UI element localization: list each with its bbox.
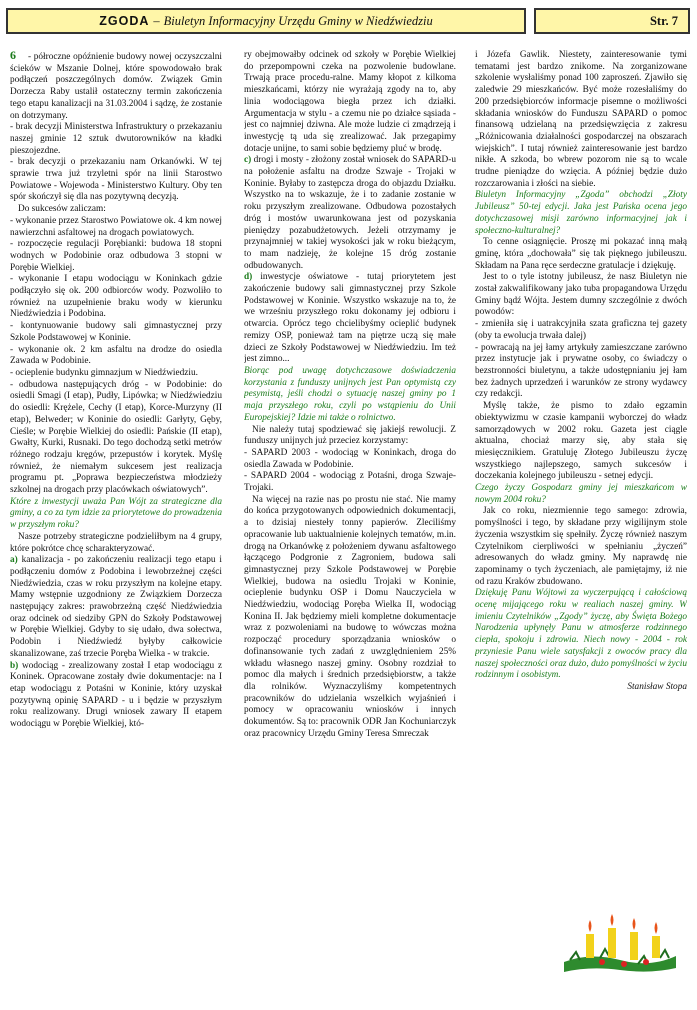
col3-paragraph: [475, 343, 687, 402]
paragraph-text: Nasze potrzeby strategiczne podzieliłbym na 4 grupy, które pokrótce chcę scharakteryzować.: [10, 531, 222, 554]
paragraph-text: Jest to o tyle istotny jubileusz, że nasz Biuletyn nie został zakwalifikowany jako tuba propagandowa Urzędu Gminy bądź Wójta. Jestem dumny szczególnie z dwóch powodów:: [475, 272, 687, 318]
paragraph-text: wodociąg - zrealizowany został I etap wodociągu z Koninek. Opracowane zostały dwie dokumentacje: na I etap wodociągu z Potaśni w Koninie, który uzyskał pozytywną opinię SAPARD - u i będzie w przyszłym roku realizowany. Drugi wniosek zawary II etapem wodociągu w Porębie Wielkiej, któ-: [10, 660, 222, 730]
paragraph-text: - półroczne opóźnienie budowy nowej oczyszczalni ścieków w Mszanie Dolnej, które spowodowało brak podłączeń poszczególnych domów. Związek Gmin Dorzecza Raby ustalił ostateczny termin zakończenia tego etapu kanalizacji na 31.03.2004 i sądzę, że zostanie on dotrzymany.: [10, 52, 222, 121]
paragraph-text: - wykonanie ok. 2 km asfaltu na drodze do osiedla Zawada w Podobinie.: [10, 344, 222, 367]
list-letter: b): [10, 660, 19, 671]
col3-paragraph: [475, 401, 687, 483]
col1-paragraph: [10, 50, 222, 122]
section-number: 6: [10, 50, 16, 62]
list-letter: a): [10, 555, 18, 566]
page-number-box: [534, 8, 690, 34]
paragraph-text: Jak co roku, niezmiennie tego samego: zdrowia, pomyślności i tego, by składane przy wigilijnym stole życzenia wszystkim się spełniły. Życzę również naszym Czytelnikom cierpliwości w spełnianiu „życzeń” adresowanych do władz gminy. My naprawdę nie zapominamy o tych życzeniach, ale pamiętajmy, iż nie od razu Kraków zbudowano.: [475, 506, 687, 587]
col1-paragraph: [10, 497, 222, 532]
paragraph-text: Biuletyn Informacyjny „Zgoda” obchodzi „Złoty Jubileusz” 50-tej edycji. Jaka jest Pańska ocena jego dotychczasowej misji zarówno informacyjnej jak i społeczno-kulturalnej?: [475, 190, 687, 236]
col1-paragraph: [10, 555, 222, 660]
col1-paragraph: [10, 274, 222, 321]
paragraph-text: - zmieniła się i uatrakcyjniła szata graficzna tej gazety (oby ta ewolucja trwała dalej): [475, 319, 687, 341]
column-3: [475, 50, 687, 998]
brand-name: ZGODA: [99, 14, 150, 28]
col2-paragraph: [244, 50, 456, 155]
col2-paragraph: [244, 155, 456, 272]
col1-paragraph: [10, 204, 222, 216]
paragraph-text: - odbudowa następujących dróg - w Podobinie: do osiedli Smagi (I etap), Pudły, Lipówka; w Niedźwiedziu do osiedli: Krężele, Cechy (I etap), Korce-Murzyny (II etap), Belweder; w Koninie do osiedli: Garłyty, Gęby, Cieśle; w Porębie Wielkiej do osiedli: Pańskie (II etap), Gwałty, Kurki, Rusnaki. Do tego dochodzą setki metrów różnego rodzaju kręgów, przepustów i korytek. Myślę również, że niemałym sukcesem jest realizacja programu pt. „Poprawa bezpieczeństwa młodzieży szkolnej na drogach przy placówkach oświatowych”.: [10, 379, 222, 496]
column-1: [10, 50, 222, 998]
paragraph-text: - kontynuowanie budowy sali gimnastycznej przy Szkole Podstawowej w Koninie.: [10, 321, 222, 343]
paragraph-text: Myślę także, że pismo to zdało egzamin obiektywizmu w czasie kampanii wyborczej do władz samorządowych w 2002 roku. Gazeta jest ciągle aktualna, chociaż marzy się, aby stała się miesięcznikiem. Gratuluję Złotego Jubileuszu życzę wszystkiego najlepszego, samych sukcesów i doczekania kolejnego jubileuszu - setnej edycji.: [475, 401, 687, 482]
advent-candles-icon: [560, 912, 680, 974]
column-3-body: [475, 50, 687, 682]
paragraph-text: Dziękuję Panu Wójtowi za wyczerpującą i całościową ocenę mijającego roku w realiach naszej gminy. W imieniu Czytelników „Zgody” życzę, aby Święta Bożego Narodzenia upłynęły Panu w atmosferze rodzinnego ciepła, spokoju i zdrowia. Niech nowy - 2004 - rok przyniesie Panu wiele satysfakcji z owoców pracy dla naszej społeczności oraz dużo, dużo pomyślności w życiu rodzinnym i osobistym.: [475, 588, 687, 681]
paragraph-text: - brak decyzji Ministerstwa Infrastruktury o przekazaniu naszej gminie 12 sztuk dwutorowników na kładki pieszojezdne.: [10, 122, 222, 156]
col1-paragraph: [10, 368, 222, 380]
paragraph-text: - brak decyzji o przekazaniu nam Orkanówki. W tej sprawie trwa już trzyletni spór na linii Starostwo Powiatowe - Wojewoda - Ministerstwo Kultury. Oby ten spór skończył się dla nas pozytywną decyzją.: [10, 157, 222, 203]
page-number: Str. 7: [649, 13, 678, 28]
col2-paragraph: [244, 495, 456, 741]
paragraph-text: ry obejmowałby odcinek od szkoły w Porębie Wielkiej do przepompowni czeka na pozwolenie budowlane. Trwają prace procedu-ralne. Mamy kłopot z kilkoma mieszkańcami, którzy nie wyrażają zgody na to, aby linia wodociągowa biegła przez ich działki. Argumentacja w stylu - a czemu nie po działce sąsiada - jest co najmniej dziwna. Ale może ludzie ci zmądrzeją i inwestycję tą uda się zrealizować. Jak przegapimy dotacje unijne, to sami sobie będziemy pluć w brodę.: [244, 50, 456, 154]
col1-paragraph: [10, 157, 222, 204]
header-separator: –: [153, 13, 160, 28]
col1-paragraph: [10, 532, 222, 555]
col3-paragraph: [475, 483, 687, 506]
paragraph-text: - SAPARD 2004 - wodociąg z Potaśni, droga Szwaje-Trojaki.: [244, 471, 456, 494]
paragraph-text: - rozpoczęcie regulacji Porębianki: budowa 18 stopni wodnych w Podobinie oraz odbudowa 3 stopni w Porębie Wielkiej.: [10, 239, 222, 273]
author-signature: Stanisław Stopa: [627, 681, 687, 692]
col1-paragraph: [10, 216, 222, 239]
list-letter: d): [244, 272, 253, 283]
paragraph-text: - wykonanie przez Starostwo Powiatowe ok. 4 km nowej nawierzchni asfaltowej na drogach powiatowych.: [10, 215, 222, 238]
col1-paragraph: [10, 321, 222, 344]
paragraph-text: - ocieplenie budynku gimnazjum w Niedźwiedziu.: [10, 367, 198, 378]
col3-paragraph: [475, 588, 687, 682]
paragraph-text: - SAPARD 2003 - wodociąg w Koninkach, droga do osiedla Zawada w Podobinie.: [244, 447, 456, 470]
paragraph-text: kanalizacja - po zakończeniu realizacji tego etapu i podłączeniu domów z Podobina i lewobrzeżnej części Niedźwiedzia, czas w roku przyszłym na kolejne etapy. Mamy wstępnie uzgodniony ze Związkiem Dorzecza następujący zakres: prawobrzeżną część Niedźwiedzia oraz odcinek od siedziby GPN do Szkoły Podstawowej w Porębie Wielkiej. Gdyby to się udało, dwa sołectwa, Podobin i Niedźwiedź byłyby całkowicie skanalizowane, zaś trzecie Poręba Wielka - w trakcie.: [10, 555, 222, 659]
col1-paragraph: [10, 239, 222, 274]
col3-paragraph: [475, 237, 687, 272]
paragraph-text: Nie należy tutaj spodziewać się jakiejś rewolucji. Z funduszy unijnych już przeciez korzystamy:: [244, 424, 456, 447]
col3-paragraph: [475, 190, 687, 237]
column-2: [244, 50, 456, 998]
bulletin-title: Biuletyn Informacyjny Urzędu Gminy w Niedźwiedziu: [163, 13, 433, 28]
col2-paragraph: [244, 471, 456, 494]
paragraph-text: i Józefa Gawlik. Niestety, zainteresowanie tymi tematami jest bardzo znikome. Na zorganizowane szkolenie wysłaliśmy ponad 100 zaproszeń. Zjawiło się zaledwie 29 mieszkańców. Być może rozesłaliśmy do 200 przedsiębiorców informacje pisemne o możliwości składania wniosków do Funduszu SAPARD o pomoc finansową udzielaną na przedsięwzięcia z zakresu „Różnicowania działalności gospodarczej na obszarach wiejskich”. I tutaj również zainteresowanie jest bardzo nikłe. A szkoda, bo wbrew pozorom nie są to wcale trudne pieniądze do wzięcia. A później będzie dużo rozczarowania i złości na siebie.: [475, 50, 687, 189]
paragraph-text: Do sukcesów zaliczam:: [18, 204, 106, 215]
paragraph-text: Biorąc pod uwagę dotychczasowe doświadczenia korzystania z funduszy unijnych jest Pan optymistą czy pesymistą, jeśli chodzi o sytuację naszej gminy po 1 maja przyszłego roku, czyli po wstąpieniu do Unii Europejskiej? Idzie mi także o rolnictwo.: [244, 365, 456, 423]
paragraph-text: drogi i mosty - złożony został wniosek do SAPARD-u na położenie asfaltu na drodze Szwaje - Trojaki w Koninie. Byłaby to zastępcza droga do objazdu Działku. Wszystko na to wskazuje, że i to zadanie zostanie w roku przyszłym zrealizowane. Odbudowa pozostałych dróg i mostów uwarunkowana jest od pozyskania pieniędzy pozabudżetowych. Jeżeli otrzymamy je przynajmniej w takiej wysokości jak w roku bieżącym, to mam nadzieję, że kolejne 15 dróg zostanie odbudowanych.: [244, 155, 456, 271]
col1-paragraph: [10, 122, 222, 157]
col2-paragraph: [244, 425, 456, 448]
header-title-bar: [6, 8, 526, 34]
paragraph-text: Które z inwestycji uważa Pan Wójt za strategiczne dla gminy, a co za tym idzie za priorytetowe do prowadzenia w przyszłym roku?: [10, 496, 222, 531]
col3-paragraph: [475, 50, 687, 190]
col3-paragraph: [475, 319, 687, 342]
paragraph-text: - wykonanie I etapu wodociągu w Koninkach gdzie podłączyło się ok. 200 odbiorców wody. Pozwoliło to również na uzupełnienie braku wody w kierunku Niedźwiedzia i Podobina.: [10, 274, 222, 320]
col3-paragraph: [475, 506, 687, 588]
paragraph-text: Na więcej na razie nas po prostu nie stać. Nie mamy do końca przygotowanych odpowiednich dokumentacji, a to dzisiaj niesteły tonny papierów. Zleciliśmy opracowanie lub uaktualnienie kolejnych tematów, m.in. drogą na Orkanówkę z położeniem dywanu asfaltowego łączącego Podgronie z Zagroniem, budowa sali gimnastycznej przy Szkole Podstawowej w Porębie Wielkiej, budowa na osiedlu Trojaki w Koninie, ocieplenie budynku OSP i Domu Nauczyciela w Niedźwiedziu, wodociąg Poręba Wielka II, wodociąg Konina II. Jak będziemy mieli kompletne dokumentacje wraz z pozwoleniami na budowę to wówczas można rozpocząć procedury sporządzania wniosków o dofinansowanie tych zadań z uwzględnieniem 25% wkładu własnego naszej gminy. Osobny rozdział to pomoc dla małych i średnich przedsiębiorstw, a także dla rolników. Wyznaczyliśmy kompetentnych pracowników do udzielania wszelkich wyjaśnień i pomocy w opracowaniu wniosków i innych dokumentów. Są to: pracownik ODR Jan Kochuniarczyk oraz pracownicy Urzędu Gminy Teresa Smreczak: [244, 494, 456, 739]
paragraph-text: - powracają na jej łamy artykuły zamieszczane zarówno przez instytucje jak i prywatne osoby, co świadczy o bezstronności biuletynu, a także udostępnianiu jej łam bez żadnych uprzedzeń i warunków ze strony wydawcy czy redakcji.: [475, 342, 687, 400]
col1-paragraph: [10, 661, 222, 731]
paragraph-text: inwestycje oświatowe - tutaj priorytetem jest zakończenie budowy sali gimnastycznej przy Szkole Podstawowej w Koninie. Wszystko wskazuje na to, że we wrześniu przyszłego roku dokonamy jej odbioru i otwarcia. Oprócz tego chcielibyśmy ocieplić budynek remizy OSP, ponieważ tam na piętrze uczą się małe dzieci ze Szkoły Podstawowej w Niedźwiedziu. Im też jest zimno...: [244, 272, 456, 365]
col1-paragraph: [10, 380, 222, 497]
paragraph-text: Czego życzy Gospodarz gminy jej mieszkańcom w nowym 2004 roku?: [475, 483, 687, 505]
col1-paragraph: [10, 345, 222, 368]
col3-paragraph: [475, 272, 687, 319]
col2-paragraph: [244, 366, 456, 425]
col2-paragraph: [244, 448, 456, 471]
paragraph-text: To cenne osiągnięcie. Proszę mi pokazać inną małą gminę, która „dochowała” się tak pięknego jubileuszu. Składam na Pana ręce serdeczne gratulacje i dziękuję.: [475, 237, 687, 271]
list-letter: c): [244, 155, 252, 166]
col2-paragraph: [244, 272, 456, 366]
